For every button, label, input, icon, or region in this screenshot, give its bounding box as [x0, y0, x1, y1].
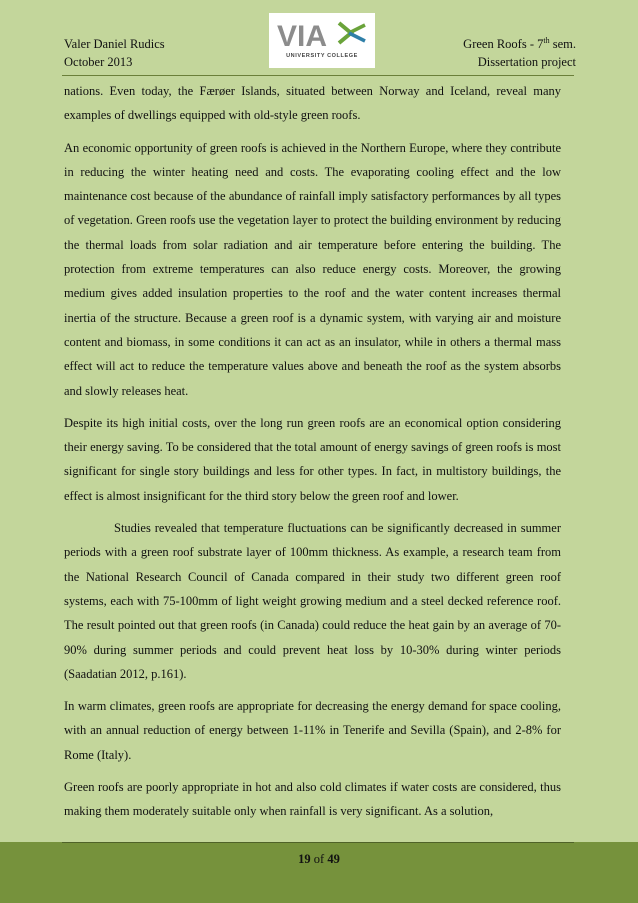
current-page-number: 19	[298, 852, 311, 866]
author-name: Valer Daniel Rudics	[64, 37, 165, 51]
paragraph: nations. Even today, the Færøer Islands, situated between Norway and Iceland, reveal many examples of dwellings equipped with old-style green roofs.	[64, 84, 561, 123]
course-title	[463, 35, 576, 53]
page-header	[0, 0, 638, 79]
header-right	[463, 35, 576, 71]
logo-subtitle: UNIVERSITY COLLEGE	[286, 53, 358, 59]
page-body	[64, 79, 561, 832]
paragraph: An economic opportunity of green roofs is achieved in the Northern Europe, where they contribute in reducing the winter heating need and costs. The evaporating cooling effect and the low maintenance cost because of the abundance of rainfall imply satisfactory performances by all types of vegetation. Green roofs use the vegetation layer to protect the building environment by reducing the thermal loads from solar radiation and air temperature before entering the building. The protection from extreme temperatures can also reduce energy costs. Moreover, the growing medium gives added insulation properties to the roof and the water content increases thermal inertia of the structure. Because a green roof is a dynamic system, with varying air and moisture content and biomass, in some conditions it can act as an insulator, while in others a thermal mass effect will act to reduce the temperature values above and beneath the roof as the system absorbs and slowly releases heat.	[64, 140, 561, 398]
total-pages-number: 49	[327, 852, 340, 866]
paragraph: Green roofs are poorly appropriate in hot and also cold climates if water costs are considered, thus making them moderately suitable only when rainfall is very significant. As a solution,	[64, 780, 561, 819]
paragraph: Despite its high initial costs, over the long run green roofs are an economical option considering their energy saving. To be considered that the total amount of energy savings of green roofs is most significant for single story buildings and less for other types. In fact, in multistory buildings, the effect is almost insignificant for the third story below the green roof and lower.	[64, 415, 561, 503]
page-footer	[0, 842, 638, 903]
paragraph: In warm climates, green roofs are appropriate for decreasing the energy demand for space cooling, with an annual reduction of energy between 1-11% in Tenerife and Sevilla (Spain), and 2-8% for Rome (Italy).	[64, 699, 561, 762]
page-of-label: of	[313, 852, 325, 866]
header-divider	[62, 75, 574, 76]
document-type: Dissertation project	[477, 55, 576, 69]
document-date: October 2013	[64, 55, 133, 69]
course-title-suffix: sem.	[549, 37, 576, 51]
logo-text: VIA	[277, 20, 328, 53]
footer-divider	[62, 842, 574, 843]
page-number	[0, 852, 638, 867]
header-left	[64, 35, 165, 71]
course-title-prefix: Green Roofs - 7	[463, 37, 544, 51]
via-logo-icon	[269, 13, 375, 53]
course-title-superscript: th	[543, 35, 550, 45]
via-university-college-logo	[269, 13, 375, 68]
paragraph: Studies revealed that temperature fluctuations can be significantly decreased in summer periods with a green roof substrate layer of 100mm thickness. As example, a research team from the National Research Council of Canada compared in their study two different green roof systems, each with 75-100mm of light weight growing medium and a steel decked reference roof. The result pointed out that green roofs (in Canada) could reduce the heat gain by an average of 70-90% during summer periods and could prevent heat loss by 10-30% during winter periods (Saadatian 2012, p.161).	[64, 521, 561, 681]
